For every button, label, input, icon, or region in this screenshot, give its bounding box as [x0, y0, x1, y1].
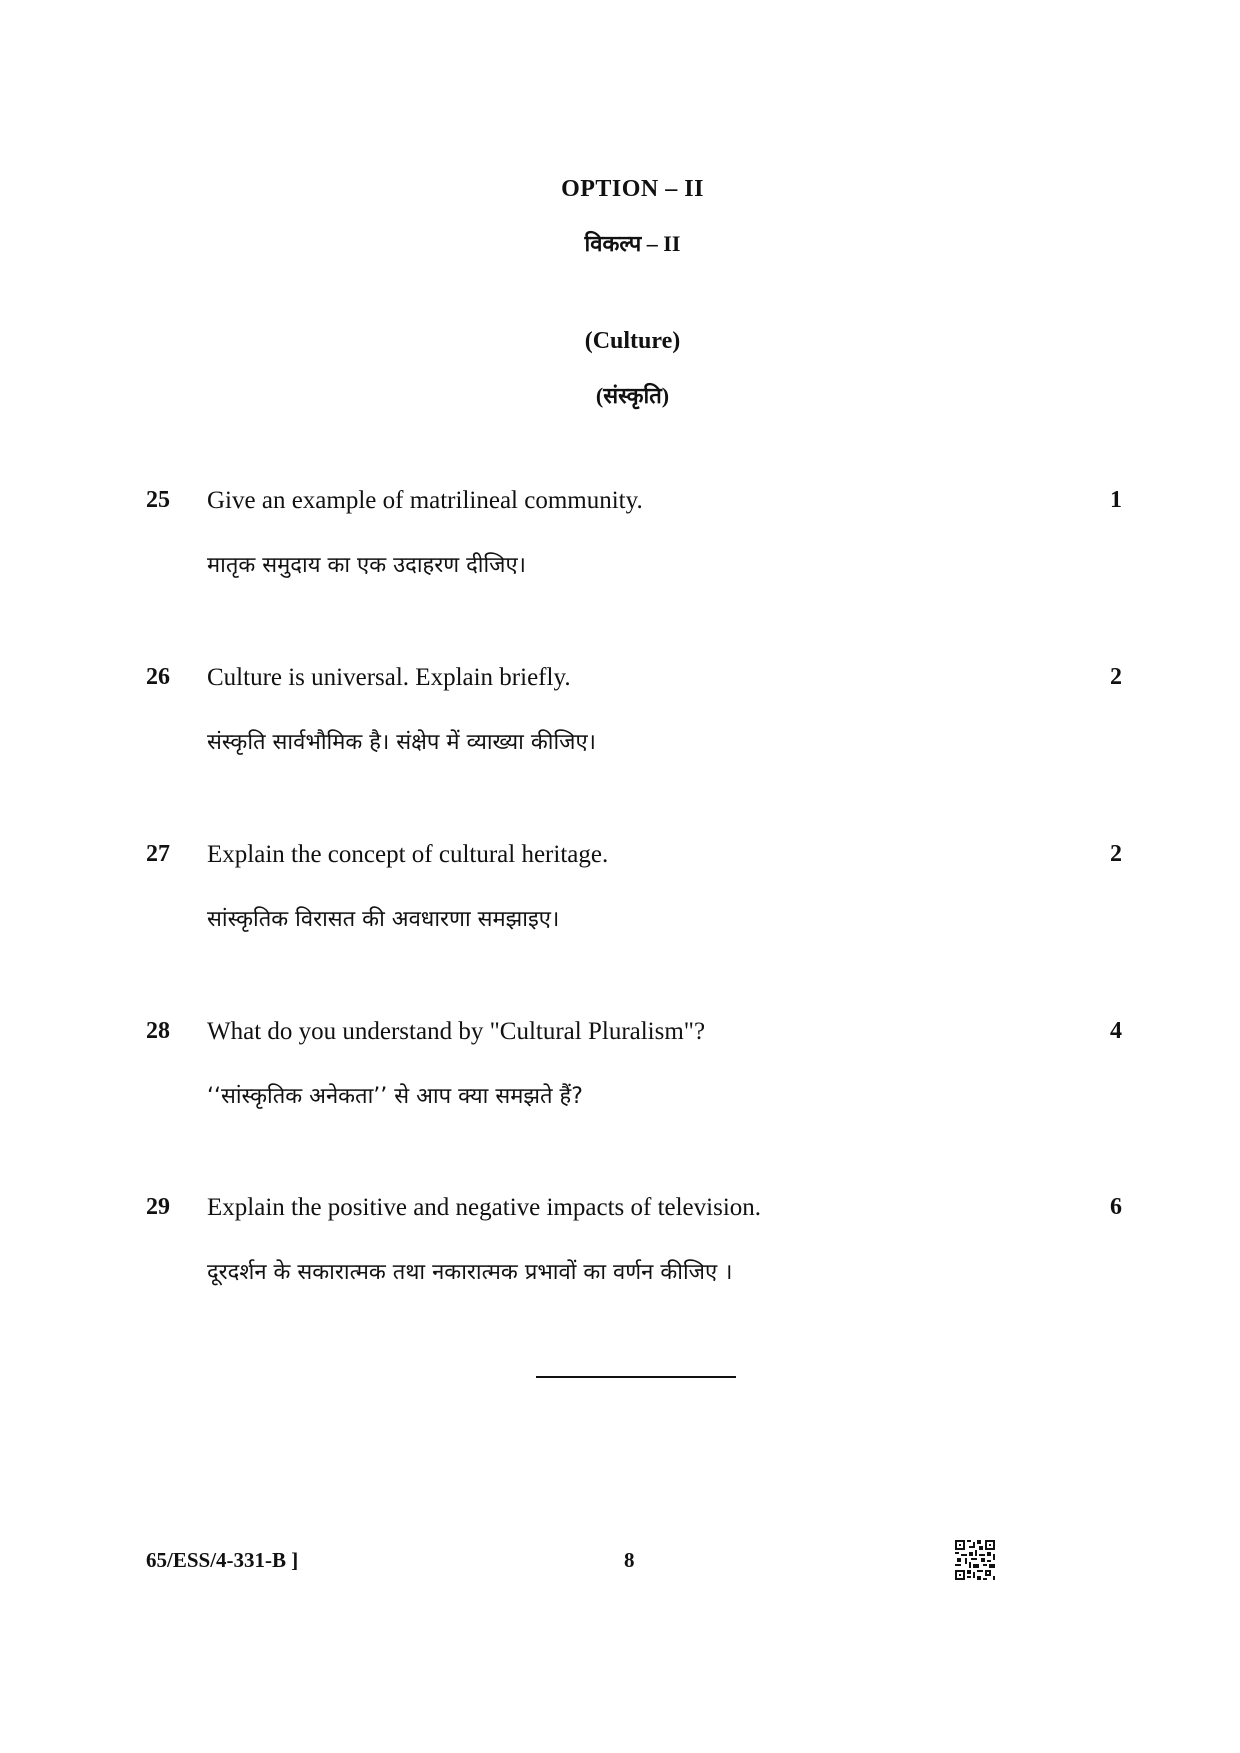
- option-heading: OPTION – II: [561, 176, 704, 202]
- question-number: 28: [146, 1018, 170, 1044]
- question-number: 29: [146, 1194, 170, 1220]
- paper-code: 65/ESS/4-331-B ]: [146, 1548, 299, 1572]
- question-number: 25: [146, 487, 170, 513]
- question-text: What do you understand by "Cultural Pluralism"?: [207, 1018, 706, 1045]
- question-text: Give an example of matrilineal community.: [207, 487, 643, 514]
- section-heading-hindi: (संस्कृति): [595, 383, 670, 408]
- question-number: 26: [146, 664, 170, 690]
- question-number: 27: [146, 841, 170, 867]
- question-text-hindi: ‘‘सांस्कृतिक अनेकता’’ से आप क्या समझते हैं?: [207, 1084, 583, 1109]
- option-heading-hindi: विकल्प – II: [584, 231, 681, 256]
- question-text: Explain the concept of cultural heritage.: [207, 841, 609, 868]
- qr-code-icon: [955, 1540, 995, 1580]
- end-divider: [536, 1376, 736, 1378]
- question-text-hindi: मातृक समुदाय का एक उदाहरण दीजिए।: [207, 553, 527, 578]
- page-number: 8: [624, 1548, 635, 1572]
- question-marks: 2: [1110, 664, 1122, 690]
- question-marks: 6: [1110, 1194, 1122, 1220]
- question-marks: 2: [1110, 841, 1122, 867]
- question-text: Culture is universal. Explain briefly.: [207, 664, 571, 691]
- section-heading: (Culture): [584, 328, 681, 354]
- question-text-hindi: सांस्कृतिक विरासत की अवधारणा समझाइए।: [207, 907, 560, 932]
- question-text-hindi: दूरदर्शन के सकारात्मक तथा नकारात्मक प्रभावों का वर्णन कीजिए ।: [207, 1260, 733, 1285]
- question-text-hindi: संस्कृति सार्वभौमिक है। संक्षेप में व्याख्या कीजिए।: [207, 730, 596, 755]
- question-marks: 1: [1110, 487, 1122, 513]
- question-marks: 4: [1110, 1018, 1122, 1044]
- question-text: Explain the positive and negative impacts of television.: [207, 1194, 762, 1221]
